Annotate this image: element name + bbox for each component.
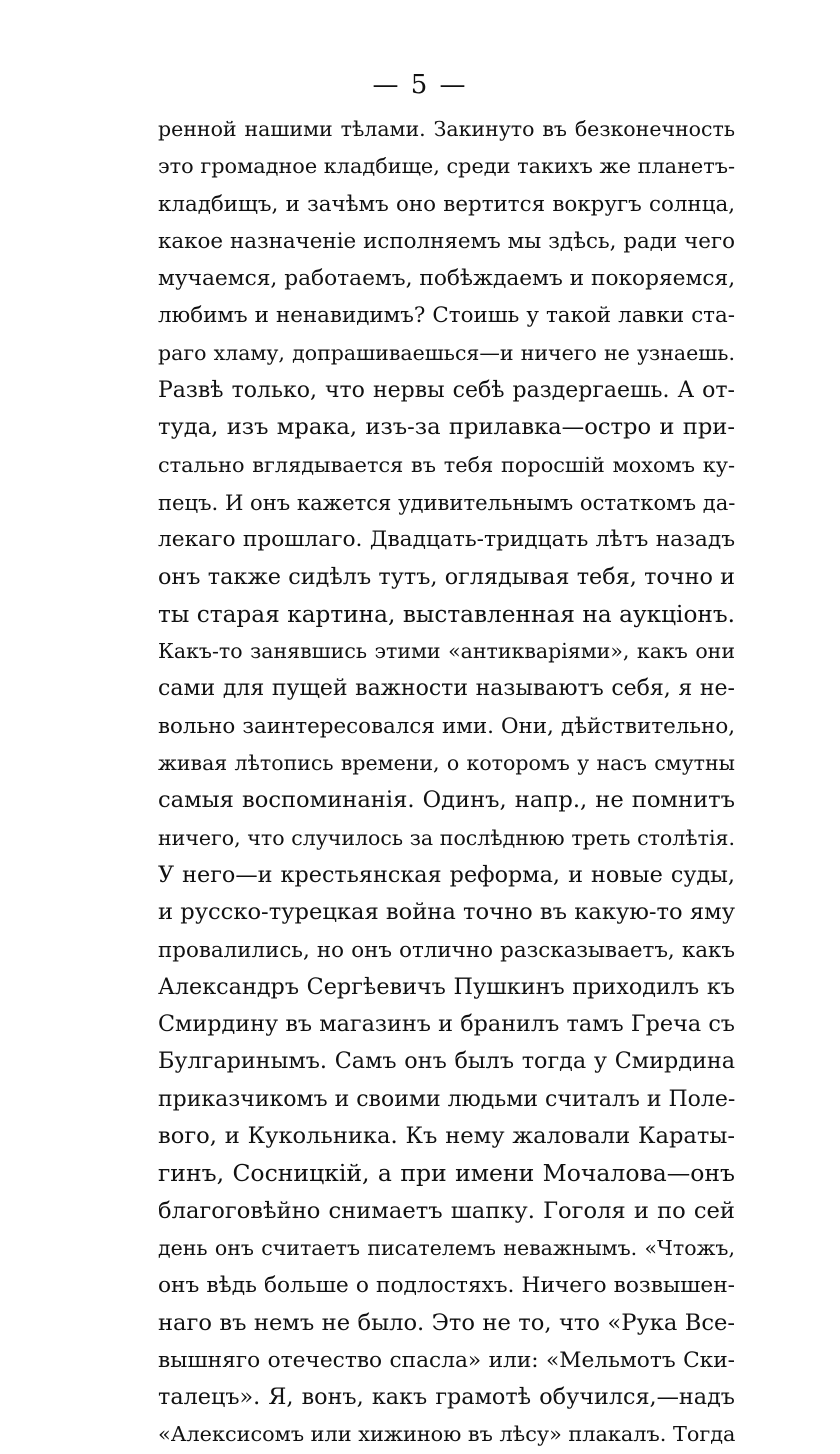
text-line: онъ также сидѣлъ тутъ, оглядывая тебя, точно и bbox=[158, 563, 735, 590]
text-line: Булгаринымъ. Самъ онъ былъ тогда у Смирдина bbox=[158, 1048, 735, 1075]
text-line: Александръ Сергѣевичъ Пушкинъ приходилъ къ bbox=[158, 973, 735, 1000]
text-line: провалились, но онъ отлично разсказываетъ, какъ bbox=[158, 937, 735, 963]
text-line: самыя воспоминанія. Одинъ, напр., не помнитъ bbox=[158, 787, 735, 814]
text-line: ты старая картина, выставленная на аукціонъ. bbox=[158, 600, 735, 628]
text-line: сами для пущей важности называютъ себя, я не- bbox=[158, 676, 735, 702]
page-number: — 5 — bbox=[372, 70, 468, 100]
text-line: туда, изъ мрака, изъ-за прилавка—остро и при- bbox=[158, 414, 735, 441]
text-line: ничего, что случилось за послѣднюю треть столѣтія. bbox=[158, 825, 735, 850]
text-line: «Алексисомъ или хижиною въ лѣсу» плакалъ. Тогда bbox=[158, 1422, 735, 1447]
text-line: лекаго прошлаго. Двадцать-тридцать лѣтъ назадъ bbox=[158, 527, 735, 553]
text-line: это громадное кладбище, среди такихъ же планетъ- bbox=[158, 154, 735, 179]
text-line: какое назначеніе исполняемъ мы здѣсь, ради чего bbox=[158, 228, 735, 254]
text-line: онъ вѣдь больше о подлостяхъ. Ничего возвышен- bbox=[158, 1273, 735, 1299]
text-line: гинъ, Сосницкій, а при имени Мочалова—онъ bbox=[158, 1159, 735, 1188]
text-line: Развѣ только, что нервы себѣ раздергаешь. А от- bbox=[158, 378, 735, 404]
text-line: благоговѣйно снимаетъ шапку. Гоголя и по сей bbox=[158, 1197, 735, 1224]
text-line: талецъ». Я, вонъ, какъ грамотѣ обучился,—надъ bbox=[158, 1384, 735, 1411]
text-line: раго хламу, допрашиваешься—и ничего не узнаешь. bbox=[158, 340, 735, 365]
text-line: У него—и крестьянская реформа, и новые суды, bbox=[158, 861, 735, 888]
body-text bbox=[158, 111, 735, 1454]
text-line: наго въ немъ не было. Это не то, что «Рука Все- bbox=[158, 1309, 735, 1336]
text-line: день онъ считаетъ писателемъ неважнымъ. «Чтожъ, bbox=[158, 1235, 735, 1260]
text-line: любимъ и ненавидимъ? Стоишь у такой лавки ста- bbox=[158, 303, 735, 329]
text-line: живая лѣтопись времени, о которомъ у насъ смутны bbox=[158, 751, 735, 776]
text-line: вольно заинтересовался ими. Они, дѣйствительно, bbox=[158, 713, 735, 739]
text-line: мучаемся, работаемъ, побѣждаемъ и покоряемся, bbox=[158, 266, 735, 292]
text-line: Какъ-то занявшись этими «антикваріями», какъ они bbox=[158, 639, 735, 664]
text-line: и русско-турецкая война точно въ какую-то яму bbox=[158, 899, 735, 926]
text-line: стально вглядывается въ тебя поросшій мохомъ ку- bbox=[158, 452, 735, 477]
text-line: вышняго отечество спасла» или: «Мельмотъ Ски- bbox=[158, 1347, 735, 1373]
text-line: ренной нашими тѣлами. Закинуто въ безконечность bbox=[158, 117, 735, 141]
text-line: кладбищъ, и зачѣмъ оно вертится вокругъ солнца, bbox=[158, 191, 735, 217]
text-line: приказчикомъ и своими людьми считалъ и Поле- bbox=[158, 1086, 735, 1112]
text-line: Смирдину въ магазинъ и бранилъ тамъ Греча съ bbox=[158, 1011, 735, 1038]
text-line: вого, и Кукольника. Къ нему жаловали Караты- bbox=[158, 1123, 735, 1150]
text-line: пецъ. И онъ кажется удивительнымъ остаткомъ да- bbox=[158, 489, 735, 515]
